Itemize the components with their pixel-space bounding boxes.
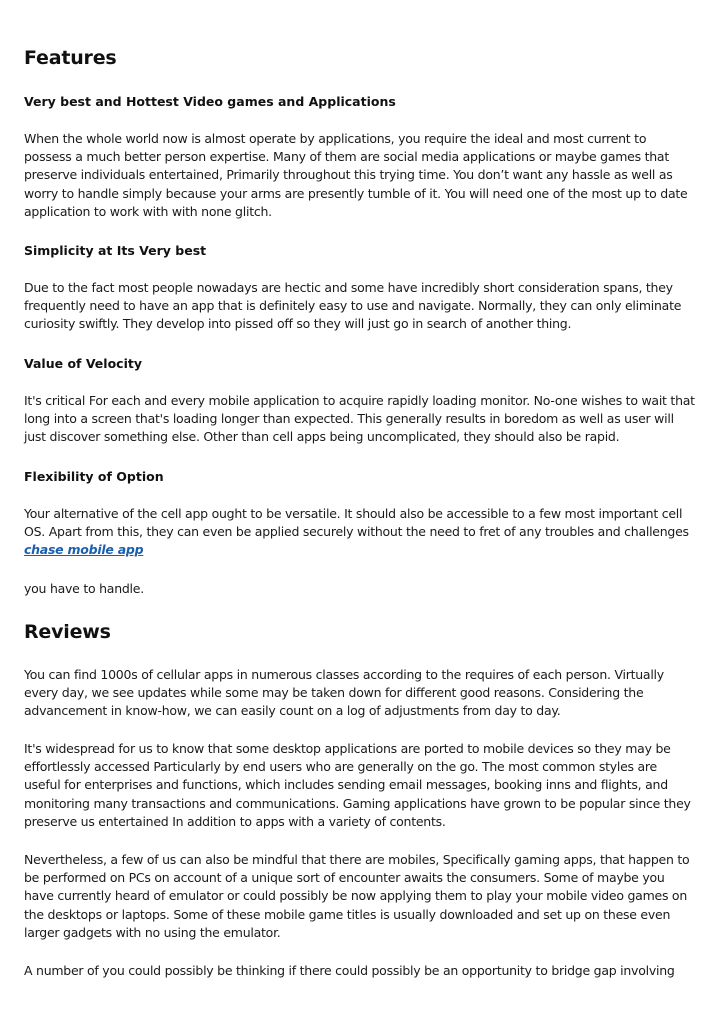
features-heading: Features <box>24 47 117 69</box>
paragraph-best-apps: When the whole world now is almost operate by applications, you require the ideal and most current to possess a much better person expertise. Many of them are social media applications or maybe games that preserve individuals entertained, Primarily throughout this trying time. You don’t want any hassle as well as worry to handle simply because your arms are presently tumble of it. You will need one of the most up to date application to work with with none glitch. <box>24 131 688 219</box>
subheading-velocity: Value of Velocity <box>24 356 142 371</box>
paragraph-velocity: It's critical For each and every mobile application to acquire rapidly loading monitor. No-one wishes to wait that long into a screen that's loading longer than expected. This generally results in boredom as well as user will just discover something else. Other than cell apps being uncomplicated, they should also be rapid. <box>24 393 695 445</box>
subheading-simplicity: Simplicity at Its Very best <box>24 243 207 258</box>
paragraph-flexibility-text: Your alternative of the cell app ought to be versatile. It should also be accessible to a few most important cell OS. Apart from this, they can even be applied securely without the need to fret of any troubles and challenges <box>24 506 689 540</box>
paragraph-flexibility-after: you have to handle. <box>24 581 144 596</box>
subheading-flexibility: Flexibility of Option <box>24 469 164 484</box>
reviews-paragraph-1: You can find 1000s of cellular apps in numerous classes according to the requires of each person. Virtually every day, we see updates while some may be taken down for different good reasons. Considering the advancement in know-how, we can easily count on a log of adjustments from day to day. <box>24 667 664 719</box>
reviews-paragraph-2: It's widespread for us to know that some desktop applications are ported to mobile devices so they may be effortlessly accessed Particularly by end users who are generally on the go. The most common styles are useful for enterprises and functions, which includes sending email messages, booking inns and flights, and monitoring many transactions and communications. Gaming applications have grown to be popular since they preserve us entertained In addition to apps with a variety of contents. <box>24 741 691 829</box>
subheading-best-apps: Very best and Hottest Video games and Applications <box>24 94 396 109</box>
chase-mobile-app-link[interactable]: chase mobile app <box>24 542 144 558</box>
paragraph-simplicity: Due to the fact most people nowadays are hectic and some have incredibly short consideration spans, they frequently need to have an app that is definitely easy to use and navigate. Normally, they can only eliminate curiosity swiftly. They develop into pissed off so they will just go in search of another thing. <box>24 280 682 332</box>
reviews-paragraph-4: A number of you could possibly be thinking if there could possibly be an opportunity to bridge gap involving <box>24 963 675 978</box>
paragraph-flexibility <box>24 505 696 560</box>
reviews-heading: Reviews <box>24 621 111 643</box>
reviews-paragraph-3: Nevertheless, a few of us can also be mindful that there are mobiles, Specifically gaming apps, that happen to be performed on PCs on account of a unique sort of encounter awaits the consumers. Some of maybe you have currently heard of emulator or could possibly be now applying them to play your mobile video games on the desktops or laptops. Some of these mobile game titles is usually downloaded and set up on these even larger gadgets with no using the emulator. <box>24 852 690 940</box>
